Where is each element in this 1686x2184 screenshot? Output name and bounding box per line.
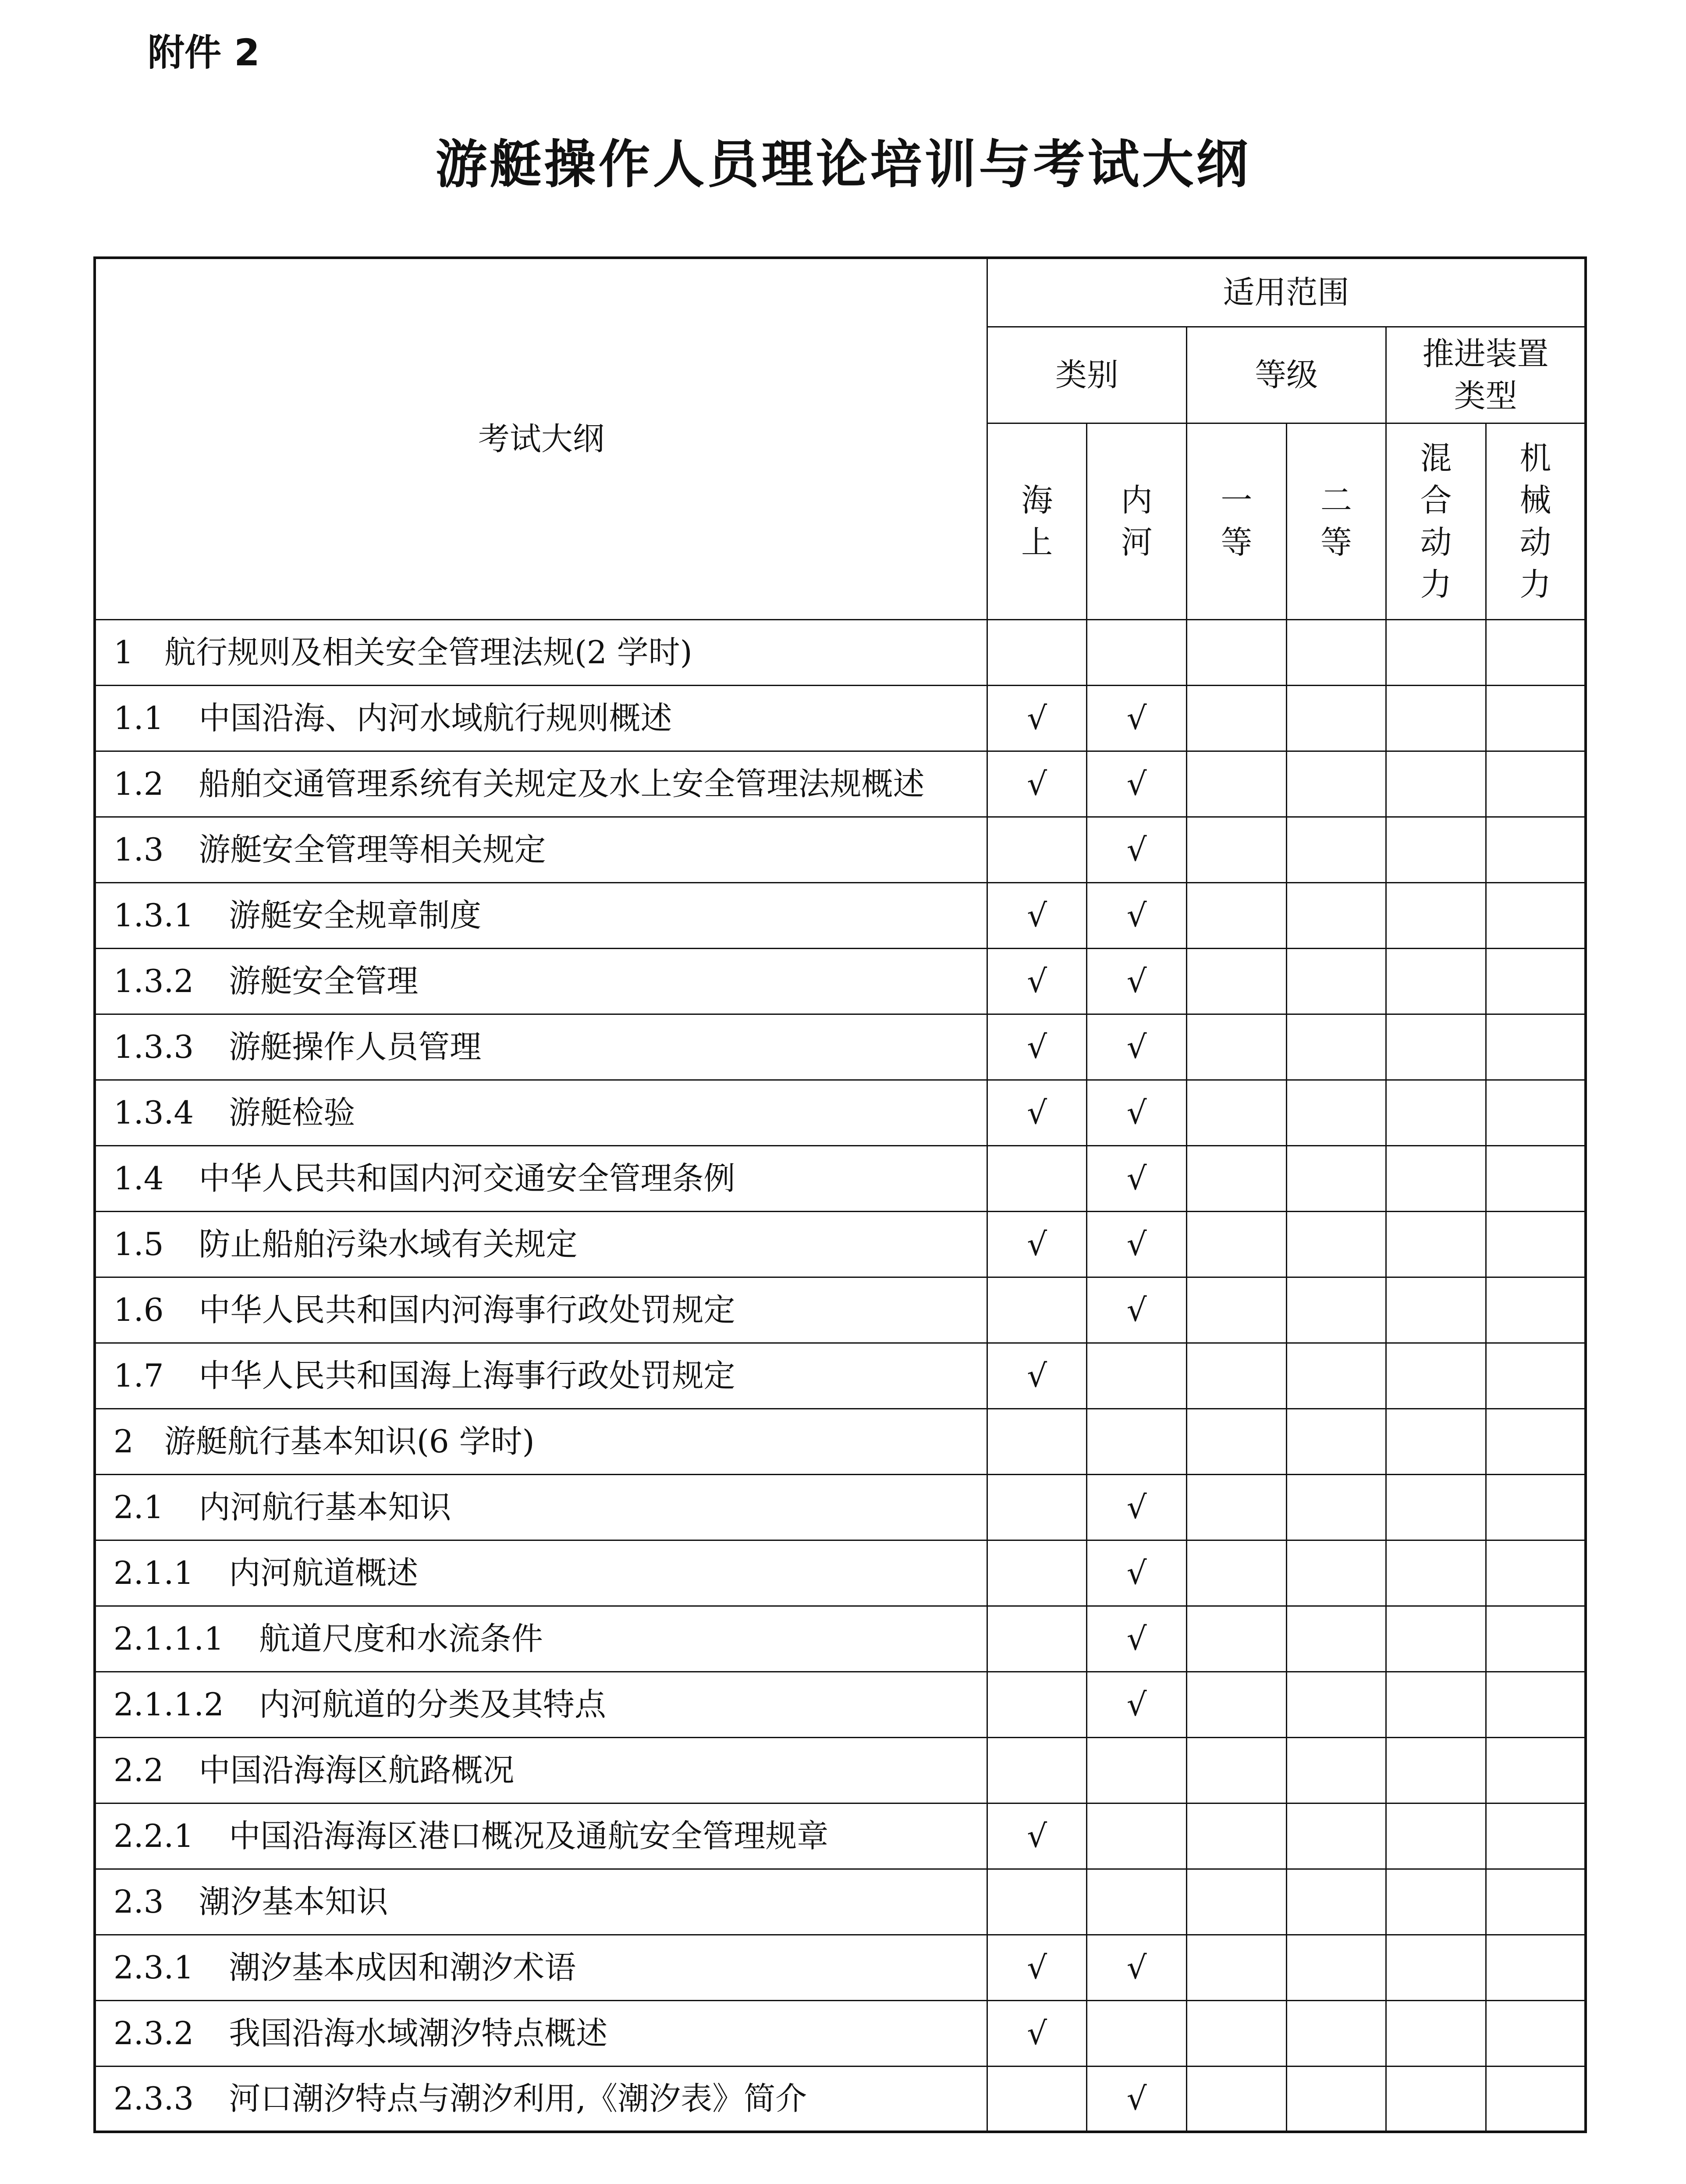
item-text: 我国沿海水域潮汐特点概述 — [229, 2015, 608, 2052]
check-cell-second — [1286, 817, 1386, 882]
table-body — [95, 258, 1586, 2132]
item-number: 2.2.1 — [114, 1818, 194, 1854]
check-cell-first — [1187, 751, 1287, 817]
table-row — [95, 817, 1586, 882]
header-char: 混 — [1420, 440, 1452, 477]
check-cell-hybrid — [1386, 1014, 1486, 1080]
check-cell-second — [1286, 751, 1386, 817]
header-char: 等 — [1320, 524, 1352, 561]
check-cell-second — [1286, 1343, 1386, 1409]
check-cell-sea: √ — [987, 1014, 1087, 1080]
table-row — [95, 882, 1586, 948]
table-row — [95, 1277, 1586, 1343]
header-char: 械 — [1519, 482, 1551, 519]
outline-item — [95, 2000, 987, 2066]
check-cell-sea — [987, 619, 1087, 685]
check-cell-hybrid — [1386, 1540, 1486, 1606]
header-char: 合 — [1420, 482, 1452, 519]
header-propulsion: 推进装置类型 — [1386, 327, 1586, 423]
check-cell-river: √ — [1087, 685, 1187, 751]
check-cell-second — [1286, 1277, 1386, 1343]
header-char: 机 — [1519, 440, 1551, 477]
check-cell-sea: √ — [987, 882, 1087, 948]
item-text: 航道尺度和水流条件 — [259, 1620, 543, 1657]
check-cell-first — [1187, 1869, 1287, 1935]
check-cell-hybrid — [1386, 1869, 1486, 1935]
check-cell-river: √ — [1087, 1606, 1187, 1672]
check-cell-river: √ — [1087, 817, 1187, 882]
outline-item — [95, 948, 987, 1014]
check-cell-mech — [1486, 1409, 1586, 1474]
check-cell-mech — [1486, 619, 1586, 685]
check-cell-river — [1087, 1409, 1187, 1474]
exam-outline-table — [93, 256, 1587, 2133]
check-cell-second — [1286, 619, 1386, 685]
item-text: 游艇操作人员管理 — [229, 1028, 482, 1065]
check-cell-second — [1286, 1080, 1386, 1145]
check-cell-second — [1286, 1869, 1386, 1935]
outline-item — [95, 1540, 987, 1606]
header-char: 上 — [1021, 524, 1053, 561]
item-text: 潮汐基本知识 — [199, 1883, 388, 1920]
table-row — [95, 1080, 1586, 1145]
item-text: 内河航道的分类及其特点 — [259, 1686, 606, 1723]
item-text: 船舶交通管理系统有关规定及水上安全管理法规概述 — [199, 765, 925, 802]
check-cell-sea: √ — [987, 1211, 1087, 1277]
check-cell-first — [1187, 1080, 1287, 1145]
table-row — [95, 1935, 1586, 2000]
table-row — [95, 1803, 1586, 1869]
check-cell-river: √ — [1087, 1540, 1187, 1606]
check-cell-river — [1087, 1343, 1187, 1409]
check-cell-first — [1187, 1343, 1287, 1409]
check-cell-hybrid — [1386, 948, 1486, 1014]
check-cell-second — [1286, 1540, 1386, 1606]
check-cell-sea — [987, 1145, 1087, 1211]
check-cell-second — [1286, 2066, 1386, 2132]
check-cell-sea: √ — [987, 948, 1087, 1014]
item-number: 2.1.1.2 — [114, 1686, 224, 1723]
check-cell-river: √ — [1087, 1935, 1187, 2000]
outline-item — [95, 1409, 987, 1474]
check-cell-river: √ — [1087, 1211, 1187, 1277]
header-char: 一 — [1221, 482, 1253, 519]
check-cell-river: √ — [1087, 751, 1187, 817]
check-cell-mech — [1486, 2066, 1586, 2132]
check-cell-mech — [1486, 1014, 1586, 1080]
item-number: 1.3 — [114, 831, 164, 868]
check-cell-second — [1286, 1211, 1386, 1277]
check-cell-sea: √ — [987, 685, 1087, 751]
check-cell-sea — [987, 1277, 1087, 1343]
check-cell-sea — [987, 1737, 1087, 1803]
check-cell-second — [1286, 882, 1386, 948]
item-number: 2.3 — [114, 1883, 164, 1920]
outline-item — [95, 1277, 987, 1343]
outline-item — [95, 751, 987, 817]
item-text: 游艇检验 — [229, 1094, 355, 1131]
outline-item — [95, 1014, 987, 1080]
check-cell-mech — [1486, 1935, 1586, 2000]
item-number: 2 — [114, 1423, 134, 1460]
header-category: 类别 — [987, 327, 1186, 423]
check-cell-second — [1286, 1145, 1386, 1211]
check-cell-mech — [1486, 1474, 1586, 1540]
table-row — [95, 619, 1586, 685]
check-cell-hybrid — [1386, 882, 1486, 948]
outline-item — [95, 1145, 987, 1211]
item-number: 2.3.2 — [114, 2015, 194, 2052]
item-number: 1.3.1 — [114, 897, 194, 934]
check-cell-mech — [1486, 1343, 1586, 1409]
check-cell-first — [1187, 1672, 1287, 1737]
check-cell-hybrid — [1386, 1672, 1486, 1737]
check-cell-sea — [987, 817, 1087, 882]
item-text: 游艇安全规章制度 — [229, 897, 482, 934]
check-cell-sea: √ — [987, 1080, 1087, 1145]
header-char: 力 — [1420, 566, 1452, 603]
check-cell-hybrid — [1386, 1737, 1486, 1803]
item-text: 中华人民共和国海上海事行政处罚规定 — [199, 1357, 735, 1394]
item-number: 2.2 — [114, 1752, 164, 1789]
item-number: 1.3.3 — [114, 1028, 194, 1065]
item-number: 1.2 — [114, 765, 164, 802]
check-cell-river: √ — [1087, 1080, 1187, 1145]
item-number: 1.6 — [114, 1291, 164, 1328]
check-cell-hybrid — [1386, 619, 1486, 685]
item-text: 中华人民共和国内河交通安全管理条例 — [199, 1160, 735, 1197]
header-mechanical — [1486, 423, 1586, 619]
header-sea — [987, 423, 1087, 619]
outline-item — [95, 1737, 987, 1803]
check-cell-first — [1187, 685, 1287, 751]
item-text: 中国沿海、内河水域航行规则概述 — [199, 700, 672, 736]
check-cell-second — [1286, 948, 1386, 1014]
check-cell-mech — [1486, 685, 1586, 751]
check-cell-sea — [987, 1409, 1087, 1474]
check-cell-river: √ — [1087, 948, 1187, 1014]
document-title: 游艇操作人员理论培训与考试大纲 — [435, 134, 1251, 195]
header-grade: 等级 — [1187, 327, 1386, 423]
check-cell-sea: √ — [987, 1803, 1087, 1869]
item-text: 防止船舶污染水域有关规定 — [199, 1226, 578, 1263]
check-cell-first — [1187, 1277, 1287, 1343]
item-number: 1.3.4 — [114, 1094, 194, 1131]
header-char: 等 — [1221, 524, 1253, 561]
check-cell-first — [1187, 1540, 1287, 1606]
header-char: 河 — [1121, 524, 1153, 561]
item-number: 1.4 — [114, 1160, 164, 1197]
outline-item — [95, 882, 987, 948]
check-cell-hybrid — [1386, 1409, 1486, 1474]
item-number: 2.1.1 — [114, 1554, 194, 1591]
check-cell-first — [1187, 817, 1287, 882]
check-cell-sea: √ — [987, 751, 1087, 817]
check-cell-mech — [1486, 1672, 1586, 1737]
item-number: 1.1 — [114, 700, 164, 736]
item-text: 游艇航行基本知识(6 学时) — [164, 1423, 535, 1460]
outline-item — [95, 1343, 987, 1409]
item-number: 1.3.2 — [114, 963, 194, 1000]
check-cell-first — [1187, 1409, 1287, 1474]
check-cell-first — [1187, 619, 1287, 685]
check-cell-second — [1286, 685, 1386, 751]
table-row — [95, 1672, 1586, 1737]
check-cell-river: √ — [1087, 1474, 1187, 1540]
item-number: 2.3.3 — [114, 2080, 194, 2117]
check-cell-second — [1286, 1737, 1386, 1803]
check-cell-river — [1087, 1737, 1187, 1803]
check-cell-mech — [1486, 1540, 1586, 1606]
check-cell-second — [1286, 1474, 1386, 1540]
check-cell-hybrid — [1386, 817, 1486, 882]
check-cell-first — [1187, 1014, 1287, 1080]
header-char: 二 — [1320, 482, 1352, 519]
check-cell-first — [1187, 1474, 1287, 1540]
check-cell-hybrid — [1386, 1080, 1486, 1145]
check-cell-first — [1187, 1803, 1287, 1869]
table-row — [95, 2066, 1586, 2132]
table-row — [95, 1540, 1586, 1606]
check-cell-river — [1087, 1869, 1187, 1935]
check-cell-second — [1286, 1672, 1386, 1737]
check-cell-sea — [987, 1672, 1087, 1737]
table-row — [95, 1869, 1586, 1935]
check-cell-first — [1187, 1606, 1287, 1672]
outline-item — [95, 1474, 987, 1540]
outline-item — [95, 1672, 987, 1737]
check-cell-sea — [987, 1869, 1087, 1935]
check-cell-hybrid — [1386, 1803, 1486, 1869]
check-cell-river — [1087, 1803, 1187, 1869]
table-row — [95, 1409, 1586, 1474]
item-number: 2.3.1 — [114, 1949, 194, 1986]
check-cell-first — [1187, 2000, 1287, 2066]
item-text: 潮汐基本成因和潮汐术语 — [229, 1949, 576, 1986]
check-cell-first — [1187, 1145, 1287, 1211]
check-cell-first — [1187, 948, 1287, 1014]
check-cell-mech — [1486, 882, 1586, 948]
check-cell-first — [1187, 1935, 1287, 2000]
check-cell-mech — [1486, 948, 1586, 1014]
check-cell-second — [1286, 1606, 1386, 1672]
check-cell-first — [1187, 1211, 1287, 1277]
check-cell-hybrid — [1386, 1145, 1486, 1211]
check-cell-hybrid — [1386, 1606, 1486, 1672]
outline-item — [95, 1803, 987, 1869]
item-text: 航行规则及相关安全管理法规(2 学时) — [164, 634, 692, 671]
check-cell-sea: √ — [987, 1343, 1087, 1409]
check-cell-sea: √ — [987, 2000, 1087, 2066]
item-text: 中国沿海海区港口概况及通航安全管理规章 — [229, 1818, 829, 1854]
table-row — [95, 2000, 1586, 2066]
item-text: 内河航道概述 — [229, 1554, 419, 1591]
check-cell-second — [1286, 1803, 1386, 1869]
item-text: 游艇安全管理 — [229, 963, 419, 1000]
check-cell-river: √ — [1087, 882, 1187, 948]
header-char: 力 — [1519, 566, 1551, 603]
check-cell-river — [1087, 2000, 1187, 2066]
check-cell-river: √ — [1087, 1672, 1187, 1737]
check-cell-mech — [1486, 1145, 1586, 1211]
check-cell-hybrid — [1386, 1474, 1486, 1540]
item-text: 内河航行基本知识 — [199, 1489, 451, 1526]
outline-item — [95, 619, 987, 685]
outline-item — [95, 1080, 987, 1145]
check-cell-river: √ — [1087, 1014, 1187, 1080]
outline-item — [95, 817, 987, 882]
check-cell-mech — [1486, 2000, 1586, 2066]
header-char: 动 — [1519, 524, 1551, 561]
check-cell-first — [1187, 882, 1287, 948]
item-text: 中国沿海海区航路概况 — [199, 1752, 515, 1789]
table-row — [95, 1211, 1586, 1277]
header-char: 内 — [1121, 482, 1153, 519]
header-river — [1087, 423, 1187, 619]
check-cell-sea — [987, 1474, 1087, 1540]
check-cell-hybrid — [1386, 1277, 1486, 1343]
check-cell-hybrid — [1386, 685, 1486, 751]
check-cell-hybrid — [1386, 751, 1486, 817]
item-text: 游艇安全管理等相关规定 — [199, 831, 546, 868]
check-cell-river: √ — [1087, 1145, 1187, 1211]
check-cell-mech — [1486, 1737, 1586, 1803]
check-cell-mech — [1486, 1606, 1586, 1672]
item-number: 2.1 — [114, 1489, 164, 1526]
check-cell-mech — [1486, 1080, 1586, 1145]
outline-item — [95, 2066, 987, 2132]
check-cell-second — [1286, 1935, 1386, 2000]
check-cell-sea: √ — [987, 1935, 1087, 2000]
table-row — [95, 685, 1586, 751]
check-cell-river: √ — [1087, 2066, 1187, 2132]
check-cell-sea — [987, 1606, 1087, 1672]
table-row — [95, 1014, 1586, 1080]
table-row — [95, 751, 1586, 817]
check-cell-second — [1286, 1409, 1386, 1474]
check-cell-hybrid — [1386, 1343, 1486, 1409]
check-cell-second — [1286, 2000, 1386, 2066]
check-cell-mech — [1486, 1211, 1586, 1277]
outline-item — [95, 1211, 987, 1277]
header-hybrid — [1386, 423, 1486, 619]
check-cell-first — [1187, 1737, 1287, 1803]
check-cell-mech — [1486, 817, 1586, 882]
check-cell-mech — [1486, 1803, 1586, 1869]
item-number: 1.7 — [114, 1357, 164, 1394]
check-cell-river: √ — [1087, 1277, 1187, 1343]
header-char: 动 — [1420, 524, 1452, 561]
header-char: 海 — [1021, 482, 1053, 519]
check-cell-hybrid — [1386, 1211, 1486, 1277]
outline-item — [95, 685, 987, 751]
item-text: 中华人民共和国内河海事行政处罚规定 — [199, 1291, 735, 1328]
attachment-label: 附件 2 — [148, 31, 260, 74]
header-scope: 适用范围 — [987, 258, 1586, 327]
header-first-class — [1187, 423, 1287, 619]
outline-item — [95, 1869, 987, 1935]
table-row — [95, 1343, 1586, 1409]
check-cell-second — [1286, 1014, 1386, 1080]
table-row — [95, 1474, 1586, 1540]
header-outline: 考试大纲 — [95, 258, 987, 619]
check-cell-first — [1187, 2066, 1287, 2132]
check-cell-sea — [987, 2066, 1087, 2132]
item-text: 河口潮汐特点与潮汐利用,《潮汐表》简介 — [229, 2080, 807, 2117]
header-row-1 — [95, 258, 1586, 327]
check-cell-hybrid — [1386, 2000, 1486, 2066]
check-cell-river — [1087, 619, 1187, 685]
check-cell-sea — [987, 1540, 1087, 1606]
check-cell-hybrid — [1386, 2066, 1486, 2132]
table-row — [95, 1737, 1586, 1803]
check-cell-hybrid — [1386, 1935, 1486, 2000]
header-second-class — [1286, 423, 1386, 619]
table-row — [95, 1606, 1586, 1672]
table-row — [95, 1145, 1586, 1211]
check-cell-mech — [1486, 1869, 1586, 1935]
item-number: 1 — [114, 634, 134, 671]
check-cell-mech — [1486, 751, 1586, 817]
table-row — [95, 948, 1586, 1014]
item-number: 2.1.1.1 — [114, 1620, 224, 1657]
outline-item — [95, 1606, 987, 1672]
outline-item — [95, 1935, 987, 2000]
item-number: 1.5 — [114, 1226, 164, 1263]
check-cell-mech — [1486, 1277, 1586, 1343]
